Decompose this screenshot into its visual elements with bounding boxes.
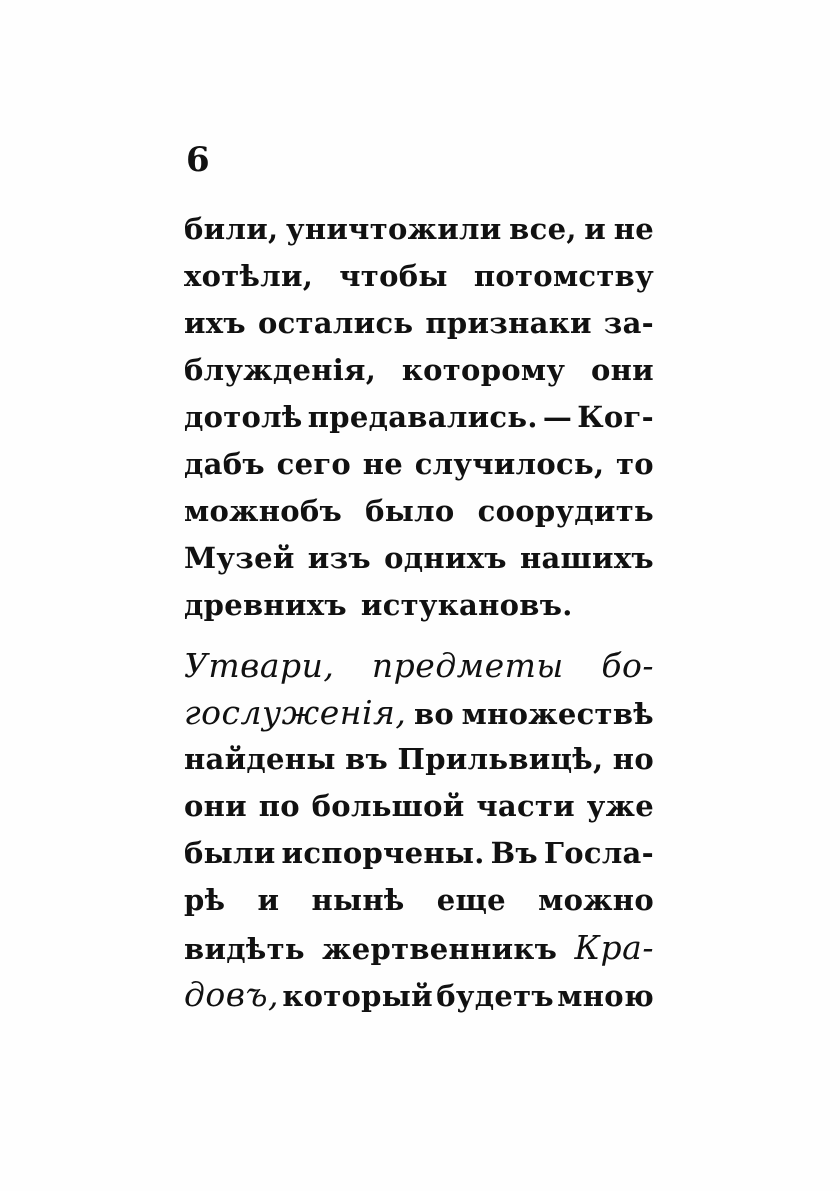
word: еще bbox=[436, 883, 506, 917]
word: Утвари, bbox=[184, 646, 335, 685]
word: можно bbox=[538, 883, 654, 917]
word: уже bbox=[586, 789, 654, 823]
text-line bbox=[184, 441, 654, 488]
word: который bbox=[282, 979, 433, 1013]
text-line bbox=[184, 736, 654, 783]
word: ихъ bbox=[184, 306, 246, 340]
word: большой bbox=[311, 789, 465, 823]
text-line bbox=[184, 582, 654, 629]
word: и bbox=[257, 883, 280, 917]
word: предавались. bbox=[307, 400, 538, 434]
text-line bbox=[184, 488, 654, 535]
word: и bbox=[584, 212, 607, 246]
word: по bbox=[258, 789, 300, 823]
paragraph-2 bbox=[184, 642, 654, 1018]
text-line bbox=[184, 253, 654, 300]
word: хотѣли, bbox=[184, 259, 314, 293]
text-line bbox=[184, 689, 654, 736]
word: за- bbox=[603, 306, 654, 340]
word: блужденія, bbox=[184, 353, 377, 387]
word: случилось, bbox=[414, 447, 605, 481]
word: все, bbox=[509, 212, 577, 246]
word: истукановъ. bbox=[360, 588, 573, 622]
word: но bbox=[612, 742, 654, 776]
word: били, bbox=[184, 212, 279, 246]
word: Кра- bbox=[574, 928, 654, 967]
text-line bbox=[184, 535, 654, 582]
word: Госла- bbox=[543, 836, 654, 870]
paragraph-1 bbox=[184, 206, 654, 629]
word: Прильвицѣ, bbox=[397, 742, 604, 776]
word: дотолѣ bbox=[184, 400, 303, 434]
word: не bbox=[362, 447, 404, 481]
word: бо- bbox=[601, 646, 654, 685]
word: въ bbox=[345, 742, 389, 776]
word: — bbox=[542, 400, 573, 434]
word: видѣть bbox=[184, 932, 305, 966]
word: жертвенникъ bbox=[322, 932, 558, 966]
word: множествѣ bbox=[461, 697, 654, 731]
page-number: 6 bbox=[186, 140, 210, 180]
text-line bbox=[184, 642, 654, 689]
word: во bbox=[413, 697, 455, 731]
word: были bbox=[184, 836, 276, 870]
word: Музей bbox=[184, 541, 295, 575]
word: древнихъ bbox=[184, 588, 347, 622]
text-line bbox=[184, 877, 654, 924]
word: которому bbox=[401, 353, 566, 387]
text-line bbox=[184, 394, 654, 441]
text-line bbox=[184, 206, 654, 253]
word: нашихъ bbox=[519, 541, 654, 575]
word: гослуженія, bbox=[184, 693, 407, 732]
word: остались bbox=[257, 306, 414, 340]
word: части bbox=[476, 789, 575, 823]
word: Въ bbox=[490, 836, 538, 870]
text-line bbox=[184, 830, 654, 877]
word: признаки bbox=[425, 306, 592, 340]
word: нынѣ bbox=[311, 883, 405, 917]
text-line bbox=[184, 924, 654, 971]
word: сего bbox=[276, 447, 352, 481]
word: было bbox=[365, 494, 455, 528]
word: испорчены. bbox=[281, 836, 485, 870]
word: потомству bbox=[473, 259, 654, 293]
word: дабъ bbox=[184, 447, 265, 481]
word: соорудить bbox=[477, 494, 654, 528]
word: Ког- bbox=[577, 400, 654, 434]
word: то bbox=[616, 447, 654, 481]
word: можнобъ bbox=[184, 494, 343, 528]
word: чтобы bbox=[339, 259, 448, 293]
word: довъ, bbox=[184, 975, 279, 1014]
text-line bbox=[184, 300, 654, 347]
word: однихъ bbox=[384, 541, 507, 575]
word: они bbox=[591, 353, 654, 387]
word: предметы bbox=[371, 646, 564, 685]
word: рѣ bbox=[184, 883, 226, 917]
word: изъ bbox=[307, 541, 371, 575]
word: мною bbox=[557, 979, 654, 1013]
word: уничтожили bbox=[285, 212, 502, 246]
text-line bbox=[184, 971, 654, 1018]
text-line bbox=[184, 347, 654, 394]
word: будетъ bbox=[436, 979, 554, 1013]
text-line bbox=[184, 783, 654, 830]
word: они bbox=[184, 789, 247, 823]
word: найдены bbox=[184, 742, 336, 776]
word: не bbox=[613, 212, 654, 246]
